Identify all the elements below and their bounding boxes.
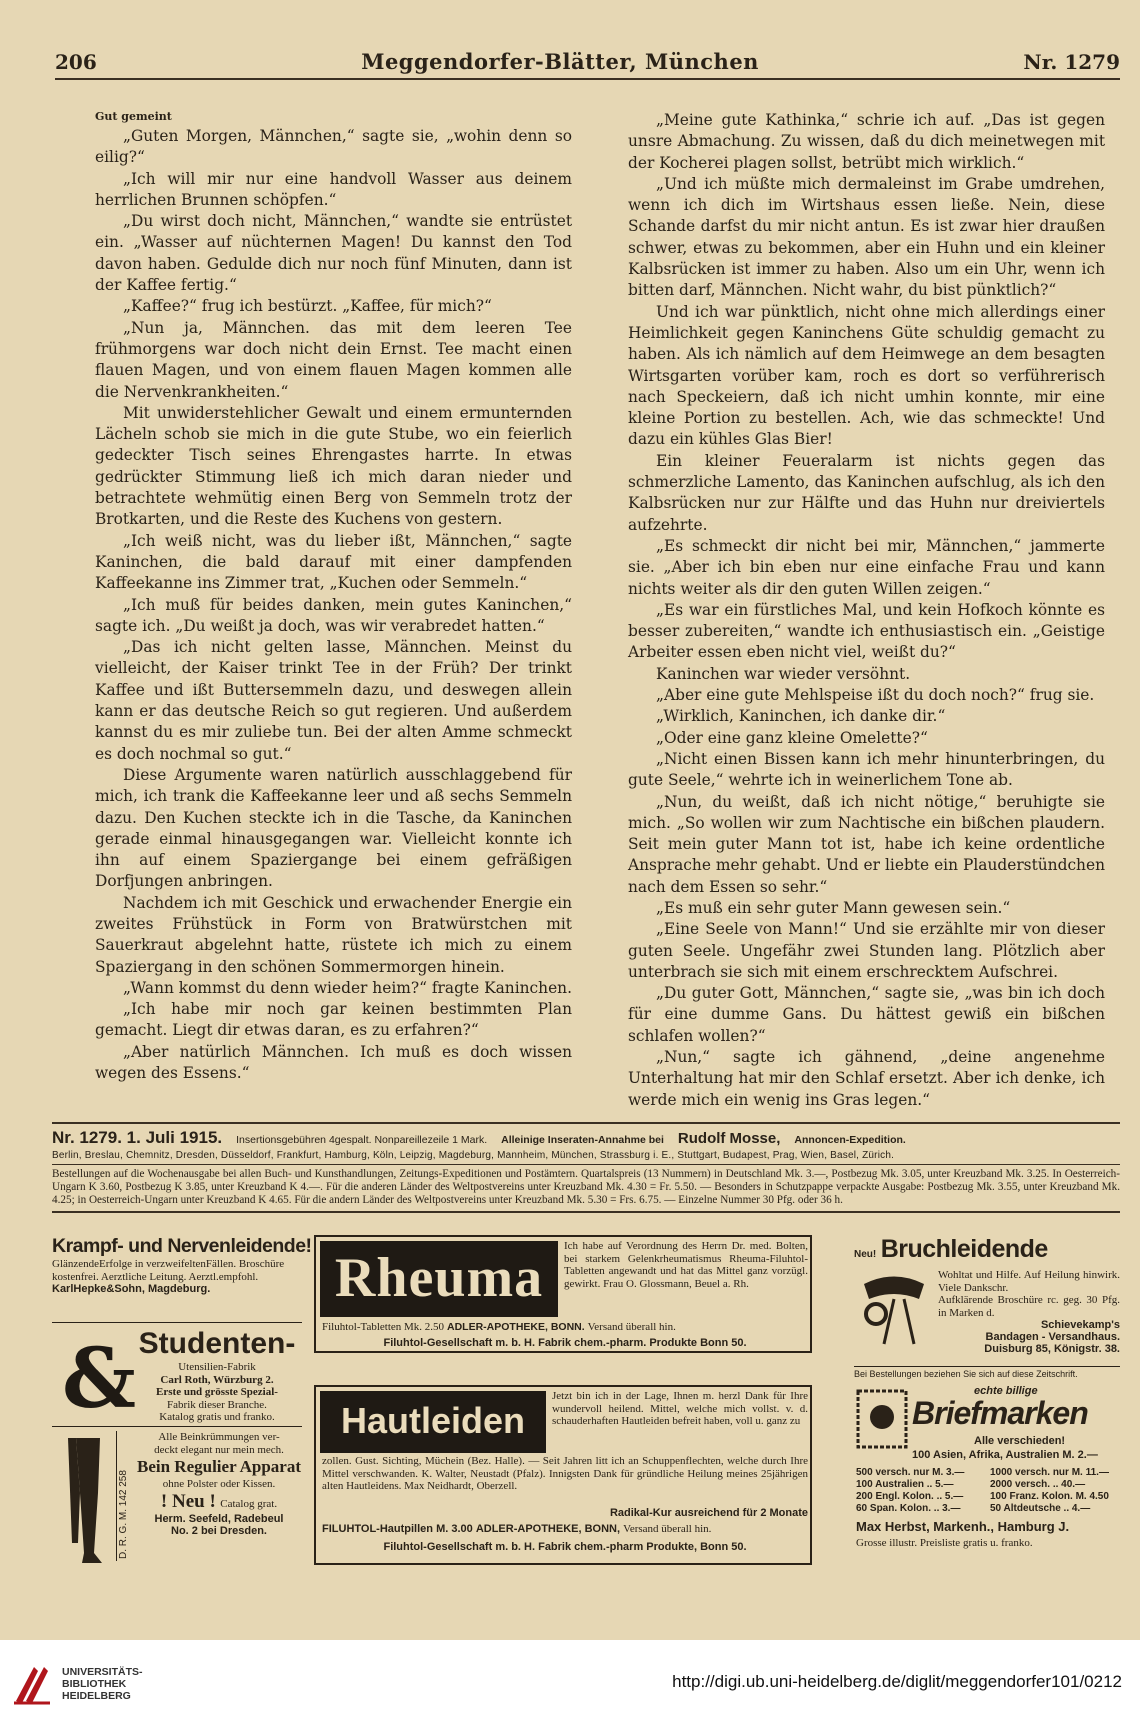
ad-brief-foot: Grosse illustr. Preisliste gratis u. franko. <box>856 1537 1033 1549</box>
ad-bruch-title: Bruchleidende <box>880 1235 1048 1263</box>
article-kicker: Gut gemeint <box>95 110 172 123</box>
ad-haut-versand: Versand überall hin. <box>623 1523 712 1535</box>
ad-rheuma-text: Ich habe auf Verordnung des Herrn Dr. med. Bolten, bei starkem Gelenkrheumatismus Rheuma-Filuhtol-Tabletten angewandt und hat das Mittel ganz vorzügl. gewirkt. Frau O. Glossmann, Beuel a. Rh. <box>564 1240 808 1290</box>
ad-beine-l2: deckt elegant nur mein mech. <box>154 1443 284 1456</box>
ad-brief-left-2: 200 Engl. Kolon. .. 5.— <box>856 1491 964 1502</box>
left-column-paragraph: Nachdem ich mit Geschick und erwachender Energie ein zweites Frühstück in Form von Bratwürstchen mit Sauerkraut abgelehnt hatte, rüstete ich mich zu einem Spaziergang in den schönen Sommermorgen hinein. <box>95 893 572 976</box>
ad-beine-katalog: Catalog grat. <box>220 1497 278 1510</box>
ad-rheuma-versand: Versand überall hin. <box>587 1321 676 1333</box>
svg-text:&: & <box>62 1331 137 1427</box>
left-column-paragraph: „Nun ja, Männchen. das mit dem leeren Tee frühmorgens war doch nicht dein Ernst. Tee macht einen flauen Magen, und von einem flauen Magen kommen alle die Nervenkrankheiten.“ <box>95 318 572 401</box>
ad-beine-patent: D. R. G. M. 142 258 <box>118 1470 129 1559</box>
right-column-paragraph: „Es schmeckt dir nicht bei mir, Männchen,“ jammerte sie. „Aber ich bin eben nur eine einfache Frau und kann nichts weiter als dir den guten Willen zeigen.“ <box>628 536 1105 598</box>
ad-bruch-l2: Aufklärende Broschüre rc. geg. 30 Pfg. in Marken d. <box>938 1294 1120 1319</box>
subscription-info: Bestellungen auf die Wochenausgabe bei allen Buch- und Kunsthandlungen, Zeitungs-Expeditionen und Postämtern. Quartalspreis (13 Nummern) in Deutschland Mk. 3.—, Postbezug Mk. 3.05, unter Kreuzband Mk. 3.25. In Oesterreich-Ungarn K 3.60, Postbezug K 3.85, unter Kreuzband K 4.—. Für die anderen Länder des Weltpostvereins unter Kreuzband Mk. 4.30 = Fr. 5.50. — Besonders in Schutzpappe verpackte Ausgabe: Postbezug Mk. 3.55, unter Kreuzband Mk. 4.25; in Oesterreich-Ungarn unter Kreuzband K 4.65. Für die andern Länder des Weltpostvereins unter Kreuzband Mk. 5.30 = Frs. 6.75. — Einzelne Nummer 30 Pfg. oder 36 h. <box>52 1165 1120 1213</box>
ad-hautleiden <box>314 1385 812 1565</box>
ad-studenten-title: Studenten- <box>138 1327 296 1360</box>
right-column-paragraph: „Meine gute Kathinka,“ schrie ich auf. „Das ist gegen unsre Abmachung. Zu wissen, daß du dich meinetwegen mit der Kocherei plagen sollst, betrübt mich wirklich.“ <box>628 111 1105 172</box>
left-column-paragraph: „Ich habe mir noch gar keinen bestimmten Plan gemacht. Liegt dir etwas daran, es zu erfahren?“ <box>95 1000 572 1040</box>
article-right-column <box>628 110 1105 1110</box>
left-column-paragraph: „Das ich nicht gelten lasse, Männchen. Meinst du vielleicht, der Kaiser trinkt Tee in der Früh? Der trinkt Kaffee und ißt Buttersemmeln dazu, und deswegen allein kann er das deutsche Reich so gut regieren. Und außerdem kannst du es mir zuliebe tun. Bei der alten Amme schmeckt es doch nochmal so gut.“ <box>95 638 572 763</box>
right-column-paragraph: „Nicht einen Bissen kann ich mehr hinunterbringen, du gute Seele,“ wehrte ich in weinerlichem Tone ab. <box>628 749 1105 790</box>
issue-number: Nr. 1279 <box>1023 50 1120 74</box>
right-column-paragraph: „Und ich müßte mich dermaleinst im Grabe umdrehen, wenn ich dich im Wirtshaus essen ließe. Nein, diese Schande darfst du mir nicht antun. Es ist zwar hier draußen schwer, etwas zu bekommen, aber ein Huhn und ein kleiner Kalbsrücken ist immer zu haben. Also um ein Uhr, wenn ich bitten darf, Männchen. Nicht wahr, du bist pünktlich?“ <box>628 174 1105 300</box>
right-column-paragraph: „Aber eine gute Mehlspeise ißt du doch noch?“ frug sie. <box>656 686 1095 705</box>
ad-krampf <box>52 1235 312 1323</box>
ad-brief-row1: 100 Asien, Afrika, Australien M. 2.— <box>912 1449 1098 1461</box>
right-column-paragraph: „Nun, du weißt, daß ich nicht nötige,“ beruhigte sie mich. „So wollen wir zum Nachtische ein bißchen plaudern. Seit mein guter Mann tot ist, habe ich keine ordentliche Ansprache mehr gehabt. Und er liebte ein Plauderstündchen nach dem Essen so sehr.“ <box>628 792 1105 896</box>
logo-line-3: HEIDELBERG <box>62 1690 131 1702</box>
left-column-paragraph: Diese Argumente waren natürlich ausschlaggebend für mich, ich trank die Kaffeekanne leer und aß sechs Semmeln dazu. Den Kuchen steckte ich in die Tasche, da Kaninchen gerade einmal hinausgegangen war. Vielleicht konnte ich ihn auf einem Spaziergange bei einem gefräßigen Dorfjungen anbringen. <box>95 765 572 891</box>
library-logo-icon <box>10 1661 54 1707</box>
ad-briefmarken <box>854 1385 1120 1565</box>
left-column-paragraph: Mit unwiderstehlicher Gewalt und einem ermunternden Lächeln schob sie mich in die gute Stube, wo ein feierlich gedeckter Tisch seines Ehrengastes harrte. In etwas gedrückter Stimmung ließ ich mich daran nieder und betrachtete wehmütig einen Berg von Semmeln trotz der Brotkarten, und die Reste des Kuchens von gestern. <box>95 403 572 529</box>
ad-haut-text1: Jetzt bin ich in der Lage, Ihnen m. herzl Dank für Ihre wundervoll heilend. Mittel, welche mich vollst. v. d. schauderhaften Hautleiden befreit haben, voll u. ganz zu <box>552 1390 808 1427</box>
imprint-cities: Berlin, Breslau, Chemnitz, Dresden, Düsseldorf, Frankfurt, Hamburg, Köln, Leipzig, Magdeburg, Mannheim, München, Strassburg i. E., Stuttgart, Budapest, Prag, Wien, Basel, Zürich. <box>52 1148 1120 1165</box>
ad-bruch-l4: Bandagen - Versandhaus. <box>985 1331 1120 1343</box>
insertion-fees: Insertionsgebühren 4gespalt. Nonpareillezeile 1 Mark. <box>236 1134 488 1146</box>
ad-haut-apotheke: ADLER-APOTHEKE, BONN, <box>475 1523 621 1535</box>
ad-studenten-line1: Utensilien-Fabrik <box>178 1361 256 1373</box>
right-column-paragraph: „Nun,“ sagte ich gähnend, „deine angenehme Unterhaltung hat mir den Schlaf ersetzt. Aber ich denke, ich werde mich ein wenig ins Gras legen.“ <box>628 1048 1105 1109</box>
ad-bruch-note: Bei Bestellungen beziehen Sie sich auf diese Zeitschrift. <box>854 1369 1078 1379</box>
ad-studenten-line2: Carl Roth, Würzburg 2. <box>160 1373 274 1386</box>
ad-brief-firm: Max Herbst, Markenh., Hamburg J. <box>856 1519 1070 1534</box>
library-logo[interactable] <box>10 1654 200 1714</box>
logo-line-2: BIBLIOTHEK <box>62 1678 127 1690</box>
truss-bandage-icon <box>854 1269 934 1349</box>
ad-studenten-line5: Katalog gratis und franko. <box>159 1411 275 1423</box>
left-column-paragraph: „Wann kommst du denn wieder heim?“ fragte Kaninchen. <box>123 978 572 997</box>
right-column-paragraph: „Du guter Gott, Männchen,“ sagte sie, „was bin ich doch für eine dumme Gans. Du hättest gewiß ein bißchen schlafen wollen?“ <box>628 984 1105 1045</box>
ad-bruch-l3: Schievekamp's <box>1040 1319 1120 1331</box>
ad-brief-left-list <box>856 1467 984 1515</box>
ad-studenten-line3: Erste und grösste Spezial- <box>156 1386 278 1398</box>
right-column-paragraph: „Eine Seele von Mann!“ Und sie erzählte mir von dieser guten Seele. Ungefähr zwei Stunden lang. Plötzlich aber unterbrach sie sich mit einem erschrecktem Aufschrei. <box>628 920 1105 981</box>
ad-bruchleidende <box>854 1235 1120 1367</box>
right-column-paragraph: „Wirklich, Kaninchen, ich danke dir.“ <box>656 707 946 726</box>
ad-rheuma-title: Rheuma <box>320 1241 558 1317</box>
ad-brief-right-1: 2000 versch. .. 40.— <box>990 1479 1086 1490</box>
ad-haut-kur: Radikal-Kur ausreichend für 2 Monate <box>609 1507 808 1519</box>
article-columns <box>95 110 1105 1110</box>
publication-title: Meggendorfer-Blätter, München <box>361 49 759 74</box>
expedition-label: Annoncen-Expedition. <box>794 1134 906 1146</box>
left-column-paragraph: „Ich weiß nicht, was du lieber ißt, Männchen,“ sagte Kaninchen, die bald darauf mit einer dampfenden Kaffeekanne ins Zimmer trat, „Kuchen oder Semmeln.“ <box>95 531 572 593</box>
library-footer <box>0 1640 1140 1725</box>
left-column-paragraph: „Ich will mir nur eine handvoll Wasser aus deinem herrlichen Brunnen schöpfen.“ <box>95 169 572 209</box>
ad-beine <box>52 1431 302 1571</box>
issue-date: Nr. 1279. 1. Juli 1915. <box>52 1128 223 1147</box>
left-column-paragraph: „Ich muß für beides danken, mein gutes Kaninchen,“ sagte ich. „Du weißt ja doch, was wir verabredet hatten.“ <box>95 595 572 635</box>
article-left-column <box>95 110 572 1110</box>
ad-brief-left-3: 60 Span. Kolon. .. 3.— <box>856 1503 961 1514</box>
left-column-paragraph: „Du wirst doch nicht, Männchen,“ wandte sie entrüstet ein. „Wasser auf nüchternen Magen! Du kannst den Tod davon haben. Gedulde dich nur noch fünf Minuten, dann ist der Kaffee fertig.“ <box>95 212 572 295</box>
ad-bruch-l5: Duisburg 85, Königstr. 38. <box>984 1343 1120 1355</box>
ad-brief-right-0: 1000 versch. nur M. 11.— <box>990 1467 1109 1478</box>
ad-krampf-text: GlänzendeErfolge in verzweifeltenFällen. Broschüre kostenfrei. Aerztliche Leitung. Aerztl.empfohl. <box>52 1258 285 1283</box>
ad-rheuma <box>314 1235 812 1353</box>
ad-beine-firm: Herm. Seefeld, Radebeul <box>154 1512 284 1525</box>
right-column-paragraph: Ein kleiner Feueralarm ist nichts gegen das schmerzliche Lamento, das Kaninchen aufschlug, als ich den Kalbsrücken nur zur Hälfte und das Huhn nur dreiviertels aufzehrte. <box>628 451 1105 534</box>
left-column-paragraph: „Guten Morgen, Männchen,“ sagte sie, „wohin denn so eilig?“ <box>95 127 572 167</box>
ad-studenten-line4: Fabrik dieser Branche. <box>167 1398 267 1411</box>
ad-beine-l3: Bein Regulier Apparat <box>136 1457 302 1476</box>
right-column-paragraph: „Es war ein fürstliches Mal, und kein Hofkoch könnte es besser zubereiten,“ wandte ich enthusiastisch ein. „Geistige Arbeiter essen eben nicht viel, weißt du?“ <box>628 600 1105 662</box>
ad-studenten <box>52 1327 302 1427</box>
ad-bruch-neu: Neu! <box>854 1249 877 1260</box>
ad-brief-right-2: 100 Franz. Kolon. M. 4.50 <box>990 1491 1109 1502</box>
ad-haut-price: FILUHTOL-Hautpillen M. 3.00 <box>322 1523 473 1535</box>
page-number: 206 <box>55 50 97 74</box>
advertisements <box>52 1235 1120 1575</box>
ad-brief-title: Briefmarken <box>912 1395 1088 1431</box>
ad-brief-top: echte billige <box>974 1385 1038 1397</box>
ad-beine-l1: Alle Beinkrümmungen ver- <box>158 1431 280 1443</box>
right-column-paragraph: „Oder eine ganz kleine Omelette?“ <box>656 728 928 747</box>
ad-beine-addr: No. 2 bei Dresden. <box>171 1524 267 1537</box>
ad-rheuma-firm: Filuhtol-Gesellschaft m. b. H. Fabrik chem.-pharm. Produkte Bonn 50. <box>383 1337 747 1349</box>
left-column-paragraph: „Kaffee?“ frug ich bestürzt. „Kaffee, für mich?“ <box>123 297 492 316</box>
library-logo-text <box>62 1666 143 1702</box>
studenten-monogram-icon <box>58 1327 137 1427</box>
ad-krampf-title: Krampf- und Nervenleidende! <box>52 1235 312 1257</box>
mosse-name: Rudolf Mosse, <box>677 1130 781 1147</box>
stamp-icon <box>856 1389 908 1449</box>
ad-haut-firm: Filuhtol-Gesellschaft m. b. H. Fabrik chem.-pharm Produkte, Bonn 50. <box>383 1541 747 1553</box>
ad-bruch-l1: Wohltat und Hilfe. Auf Heilung hinwirk. Viele Dankschr. <box>938 1269 1120 1294</box>
alleinige-label: Alleinige Inseraten-Annahme bei <box>501 1134 664 1146</box>
right-column-paragraph: „Es muß ein sehr guter Mann gewesen sein.“ <box>656 898 1011 917</box>
ad-beine-l4: ohne Polster oder Kissen. <box>162 1478 276 1490</box>
ad-brief-left-1: 100 Australien .. 5.— <box>856 1479 954 1490</box>
page-header <box>55 46 1120 80</box>
leg-brace-icon <box>58 1433 118 1568</box>
ad-haut-text2: zollen. Gust. Sichting, Müchein (Bez. Halle). — Seit Jahren litt ich an Schuppenflechten, welche durch Ihre Mittel verschwanden. K. Walter, Neustadt (Pfalz). Innigsten Dank für gründliche Heilung meines 25jährigen alten Hautleidens. Max Neidhardt, Oberzell. <box>322 1455 808 1492</box>
permalink-url[interactable]: http://digi.ub.uni-heidelberg.de/diglit/meggendorfer101/0212 <box>672 1672 1122 1691</box>
ad-brief-right-3: 50 Altdeutsche .. 4.— <box>990 1503 1091 1514</box>
ad-rheuma-apotheke: ADLER-APOTHEKE, BONN. <box>446 1321 585 1333</box>
ad-beine-neu: ! Neu ! <box>160 1490 216 1512</box>
left-column-paragraph: „Aber natürlich Männchen. Ich muß es doch wissen wegen des Essens.“ <box>95 1042 572 1083</box>
logo-line-1: UNIVERSITÄTS- <box>62 1666 143 1678</box>
right-column-paragraph: Kaninchen war wieder versöhnt. <box>656 664 911 683</box>
ad-krampf-firm: KarlHepke&Sohn, Magdeburg. <box>52 1283 211 1295</box>
right-column-paragraph: Und ich war pünktlich, nicht ohne mich allerdings einer Heimlichkeit gegen Kaninchens Güte schuldig gemacht zu haben. Als ich nämlich auf dem Heimwege an dem besagten Wirtsgarten vorüber kam, roch es dort so verführerisch nach Speckeiern, daß ich nicht umhin konnte, mir eine kleine Portion zu bestellen. Ach, wie das schmeckte! Und dazu ein kühles Glas Bier! <box>628 302 1105 449</box>
ad-brief-right-list <box>990 1467 1120 1515</box>
ad-brief-sub: Alle verschieden! <box>974 1435 1066 1447</box>
ad-rheuma-price: Filuhtol-Tabletten Mk. 2.50 <box>322 1321 445 1333</box>
imprint-line <box>52 1128 1120 1148</box>
imprint-strip <box>52 1122 1120 1213</box>
ad-brief-left-0: 500 versch. nur M. 3.— <box>856 1467 965 1478</box>
ad-haut-title: Hautleiden <box>320 1391 546 1453</box>
